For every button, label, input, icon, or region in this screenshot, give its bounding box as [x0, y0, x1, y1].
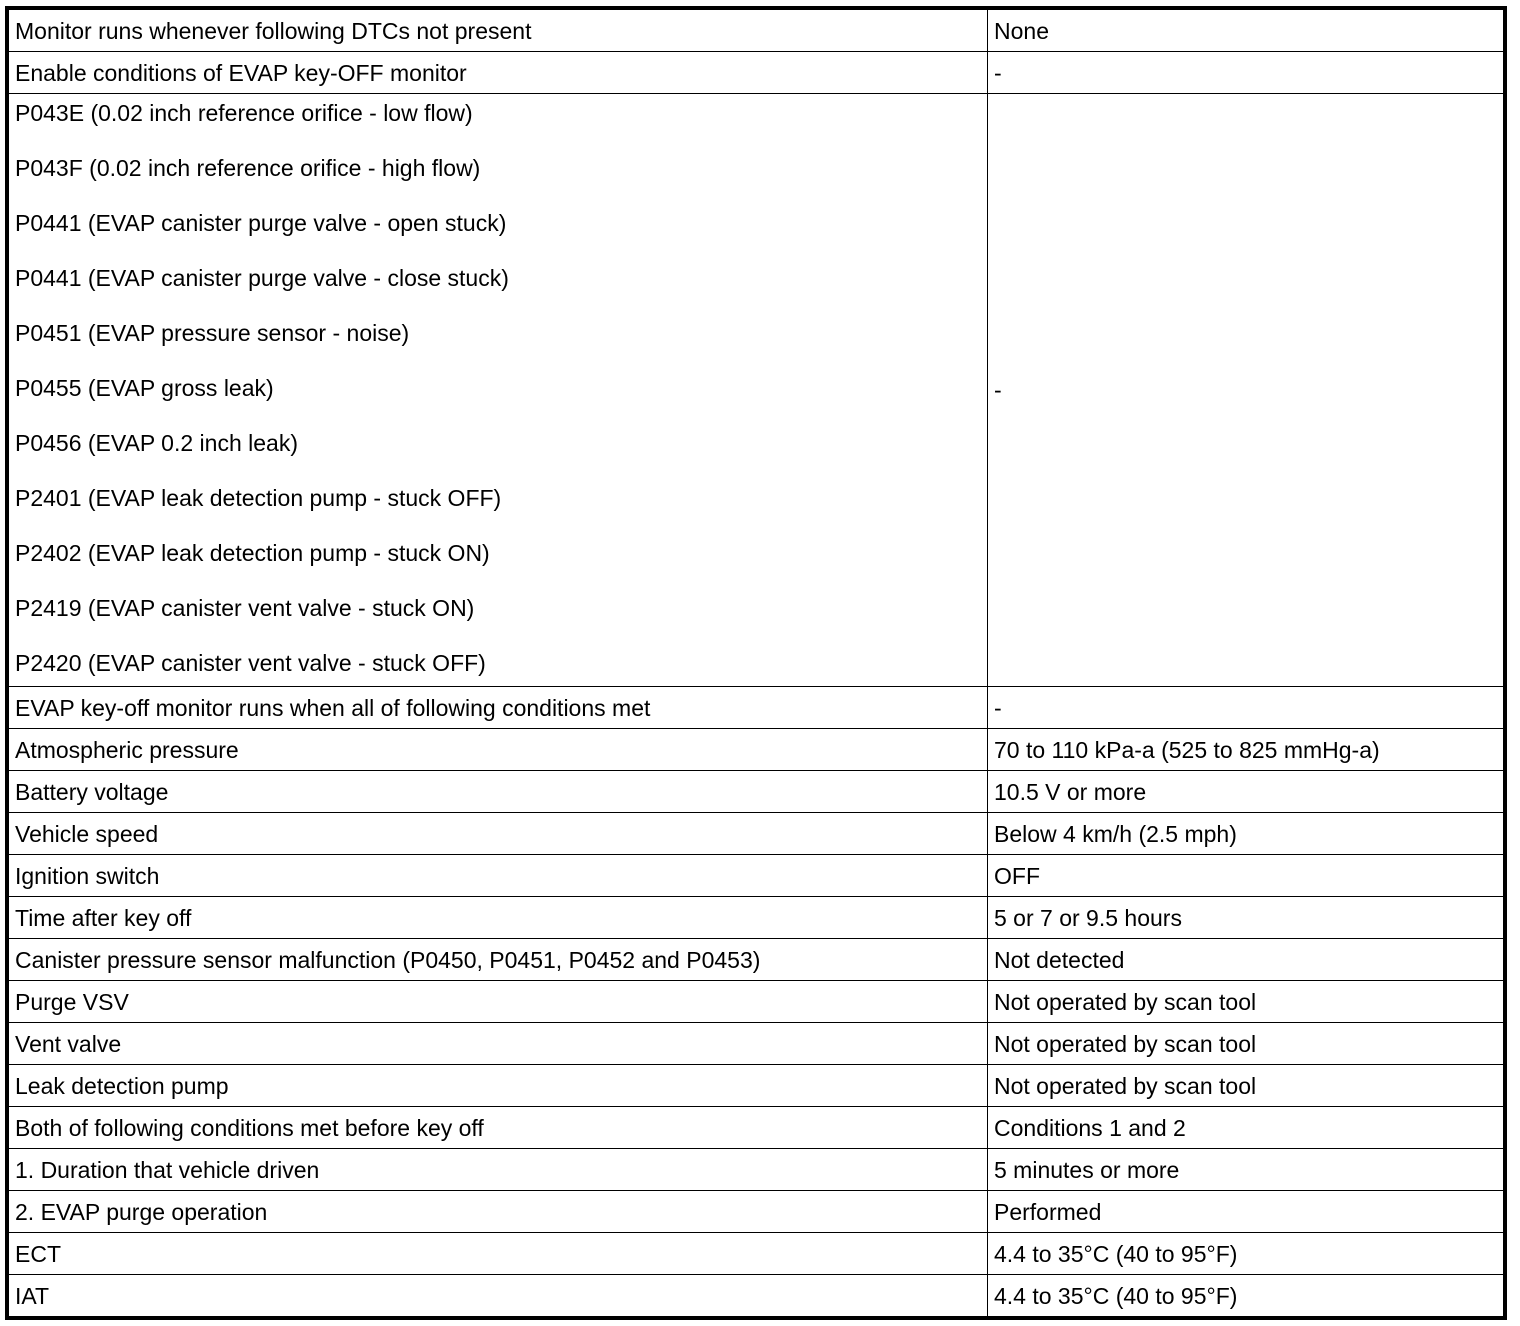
condition-label: Purge VSV [9, 981, 988, 1023]
conditions-table [8, 9, 1504, 1317]
table-row [9, 813, 1504, 855]
condition-value: Conditions 1 and 2 [988, 1107, 1504, 1149]
dtc-item: P2401 (EVAP leak detection pump - stuck OFF) [15, 485, 502, 511]
condition-value: Not detected [988, 939, 1504, 981]
condition-value: Not operated by scan tool [988, 1023, 1504, 1065]
condition-label: 1. Duration that vehicle driven [9, 1149, 988, 1191]
condition-value: 4.4 to 35°C (40 to 95°F) [988, 1275, 1504, 1317]
table-row [9, 1023, 1504, 1065]
condition-label: Monitor runs whenever following DTCs not present [9, 10, 988, 52]
condition-label: IAT [9, 1275, 988, 1317]
condition-value: Below 4 km/h (2.5 mph) [988, 813, 1504, 855]
dtc-list-row [9, 94, 1504, 687]
condition-value: 5 minutes or more [988, 1149, 1504, 1191]
table-row [9, 1149, 1504, 1191]
conditions-table-frame [5, 6, 1507, 1320]
dtc-item: P0441 (EVAP canister purge valve - open stuck) [15, 210, 507, 236]
table-row [9, 939, 1504, 981]
dtc-item: P0451 (EVAP pressure sensor - noise) [15, 320, 410, 346]
condition-value: 4.4 to 35°C (40 to 95°F) [988, 1233, 1504, 1275]
condition-value: Not operated by scan tool [988, 981, 1504, 1023]
table-row [9, 10, 1504, 52]
table-row [9, 1065, 1504, 1107]
table-row [9, 771, 1504, 813]
condition-label: Both of following conditions met before key off [9, 1107, 988, 1149]
dtc-list-value: - [988, 94, 1504, 687]
condition-value: Not operated by scan tool [988, 1065, 1504, 1107]
dtc-item: P043E (0.02 inch reference orifice - low flow) [15, 100, 473, 126]
table-row [9, 855, 1504, 897]
condition-label: Vehicle speed [9, 813, 988, 855]
condition-label: 2. EVAP purge operation [9, 1191, 988, 1233]
condition-value: 5 or 7 or 9.5 hours [988, 897, 1504, 939]
dtc-item: P0456 (EVAP 0.2 inch leak) [15, 430, 298, 456]
dtc-item: P2419 (EVAP canister vent valve - stuck ON) [15, 595, 475, 621]
table-row [9, 897, 1504, 939]
dtc-item: P2402 (EVAP leak detection pump - stuck ON) [15, 540, 490, 566]
condition-label: ECT [9, 1233, 988, 1275]
condition-label: Vent valve [9, 1023, 988, 1065]
table-row [9, 1191, 1504, 1233]
table-row [9, 1233, 1504, 1275]
condition-label: Enable conditions of EVAP key-OFF monitor [9, 52, 988, 94]
dtc-item: P043F (0.02 inch reference orifice - high flow) [15, 155, 481, 181]
dtc-item: P0455 (EVAP gross leak) [15, 375, 274, 401]
table-row [9, 52, 1504, 94]
table-row [9, 981, 1504, 1023]
table-row [9, 687, 1504, 729]
condition-label: Atmospheric pressure [9, 729, 988, 771]
dtc-item: P2420 (EVAP canister vent valve - stuck OFF) [15, 650, 486, 676]
condition-value: 70 to 110 kPa-a (525 to 825 mmHg-a) [988, 729, 1504, 771]
condition-value: - [988, 687, 1504, 729]
condition-label: Time after key off [9, 897, 988, 939]
condition-value: 10.5 V or more [988, 771, 1504, 813]
table-row [9, 1275, 1504, 1317]
dtc-list [9, 94, 988, 687]
condition-value: Performed [988, 1191, 1504, 1233]
dtc-item: P0441 (EVAP canister purge valve - close stuck) [15, 265, 509, 291]
condition-label: Leak detection pump [9, 1065, 988, 1107]
table-row [9, 729, 1504, 771]
condition-label: EVAP key-off monitor runs when all of following conditions met [9, 687, 988, 729]
condition-label: Battery voltage [9, 771, 988, 813]
condition-label: Ignition switch [9, 855, 988, 897]
condition-value: OFF [988, 855, 1504, 897]
condition-value: None [988, 10, 1504, 52]
table-row [9, 1107, 1504, 1149]
condition-label: Canister pressure sensor malfunction (P0450, P0451, P0452 and P0453) [9, 939, 988, 981]
condition-value: - [988, 52, 1504, 94]
